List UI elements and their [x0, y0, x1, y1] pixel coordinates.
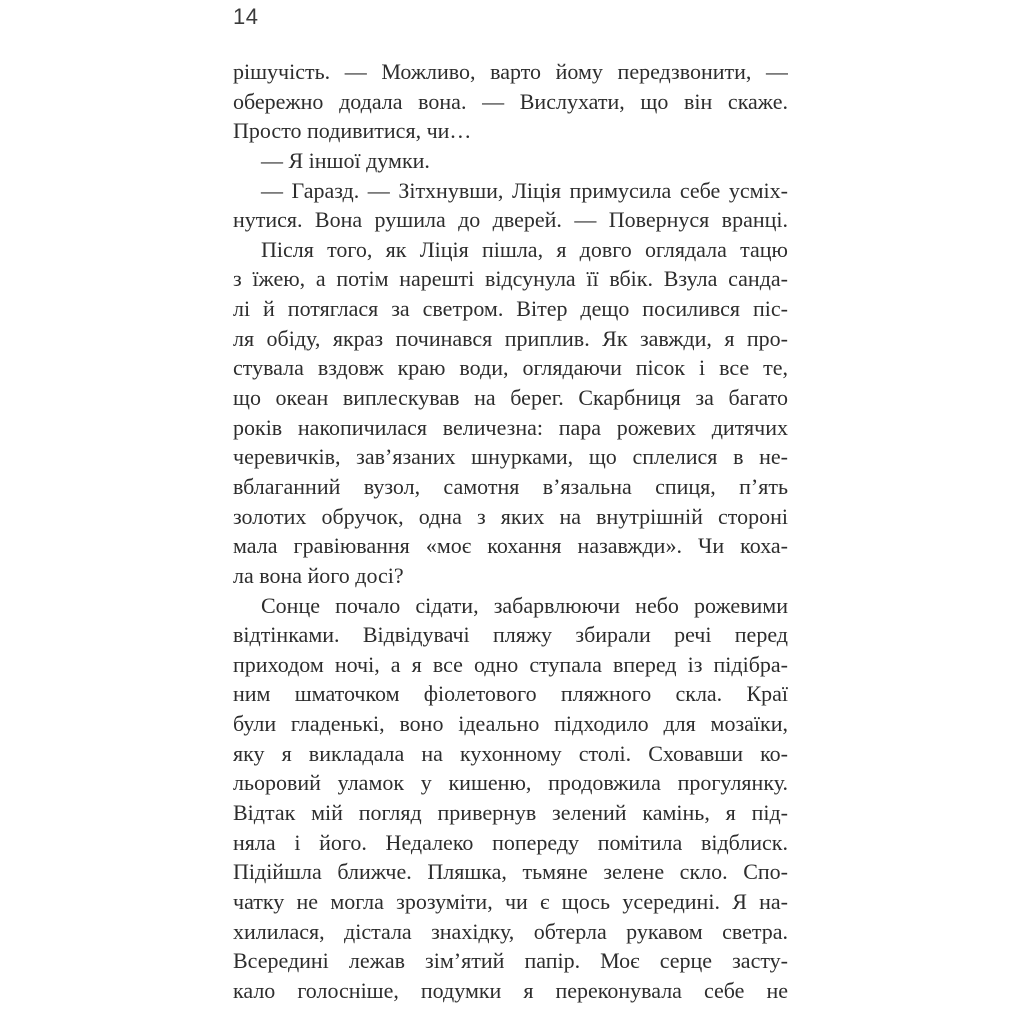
text-line: років накопичилася величезна: пара рожевих дитячих — [233, 414, 788, 440]
text-line: рішучість. — Можливо, варто йому передзвонити, — — [233, 59, 788, 84]
text-line: стувала вздовж краю води, оглядаючи пісок і все те, — [233, 355, 788, 381]
text-line: Підійшла ближче. Пляшка, тьмяне зелене скло. Спо- — [233, 859, 788, 885]
text-line: льоровий уламок у кишеню, продовжила прогулянку. — [233, 770, 788, 796]
text-line: черевичків, зав’язаних шнурками, що сплелися в не- — [233, 444, 788, 470]
text-line: Сонце почало сідати, забарвлюючи небо рожевими — [261, 592, 788, 618]
text-line: золотих обручок, одна з яких на внутрішній стороні — [233, 503, 788, 529]
text-line: що океан виплескував на берег. Скарбниця за багато — [233, 385, 788, 411]
text-block — [233, 57, 788, 1006]
text-line: лі й потяглася за светром. Вітер дещо посилився піс- — [233, 296, 788, 322]
text-line: яку я викладала на кухонному столі. Сховавши ко- — [233, 740, 788, 766]
text-line: чатку не могла зрозуміти, чи є щось усередині. Я на- — [233, 888, 788, 914]
text-line: Просто подивитися, чи… — [233, 118, 472, 144]
text-line: приходом ночі, а я все одно ступала вперед із підібра- — [233, 651, 788, 677]
text-line: хилилася, дістала знахідку, обтерла рукавом светра. — [233, 918, 788, 944]
text-line: з їжею, а потім нарешті відсунула її вбік. Взула санда- — [233, 266, 788, 292]
text-line: були гладенькі, воно ідеально підходило для мозаїки, — [233, 711, 788, 737]
text-line: ним шматочком фіолетового пляжного скла. Краї — [233, 681, 788, 707]
text-line: Після того, як Ліція пішла, я довго оглядала тацю — [261, 236, 788, 262]
text-line: — Я іншої думки. — [261, 147, 430, 173]
text-line: обережно додала вона. — Вислухати, що він скаже. — [233, 88, 788, 114]
text-line: кало голосніше, подумки я переконувала себе не — [233, 977, 788, 1003]
page-number: 14 — [233, 4, 259, 29]
text-line: ла вона його досі? — [233, 562, 404, 588]
text-line: няла і його. Недалеко попереду помітила відблиск. — [233, 829, 788, 855]
text-line: вблаганний вузол, самотня в’язальна спиця, п’ять — [233, 473, 788, 499]
text-line: нутися. Вона рушила до дверей. — Повернуся вранці. — [233, 207, 788, 233]
text-line: Відтак мій погляд привернув зелений камінь, я під- — [233, 800, 788, 826]
text-line: відтінками. Відвідувачі пляжу збирали речі перед — [233, 622, 788, 648]
text-line: — Гаразд. — Зітхнувши, Ліція примусила себе усміх- — [261, 177, 788, 203]
text-line: Всередині лежав зім’ятий папір. Моє серце засту- — [233, 948, 788, 974]
text-line: мала гравіювання «моє кохання назавжди». Чи коха- — [233, 533, 788, 559]
text-line: ля обіду, якраз починався приплив. Як завжди, я про- — [233, 325, 788, 351]
